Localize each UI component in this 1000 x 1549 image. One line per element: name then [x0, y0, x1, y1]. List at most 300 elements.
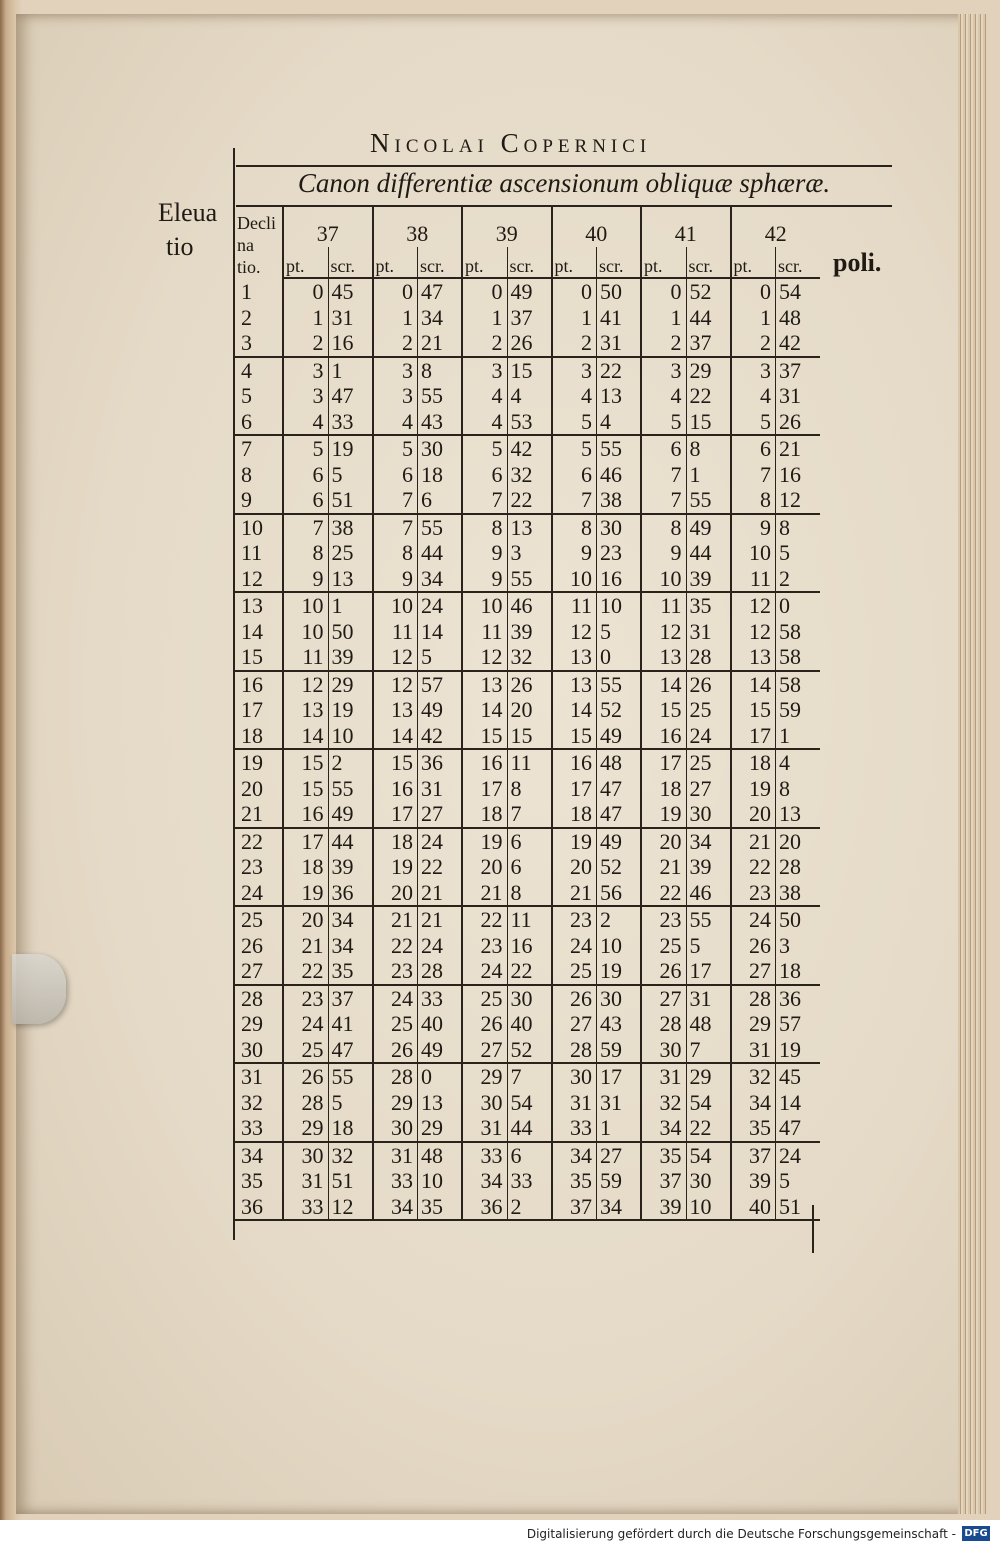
degrees-cell: 30 [641, 1037, 686, 1064]
degrees-cell: 4 [283, 409, 328, 436]
declination-cell: 33 [235, 1115, 283, 1142]
degrees-cell: 10 [641, 566, 686, 593]
minutes-cell: 59 [597, 1037, 642, 1064]
degrees-cell: 9 [373, 566, 418, 593]
minutes-cell: 19 [328, 697, 373, 723]
declination-cell: 6 [235, 409, 283, 436]
degrees-cell: 8 [283, 540, 328, 566]
minutes-cell: 8 [776, 776, 821, 802]
minutes-cell: 2 [776, 566, 821, 593]
declination-cell: 34 [241, 1142, 263, 1168]
minutes-cell: 21 [418, 880, 463, 907]
minutes-cell: 54 [507, 1090, 552, 1116]
degrees-cell: 37 [552, 1194, 597, 1221]
minutes-cell: 6 [418, 487, 463, 514]
minutes-cell: 49 [597, 828, 642, 855]
declination-cell: 26 [241, 932, 263, 958]
declination-cell: 14 [241, 618, 263, 644]
minutes-cell: 39 [507, 619, 552, 645]
declination-cell: 23 [241, 854, 263, 879]
minutes-cell: 50 [328, 619, 373, 645]
degrees-cell: 12 [462, 644, 507, 671]
degrees-cell: 34 [731, 1090, 776, 1116]
degrees-cell: 15 [283, 776, 328, 802]
degrees-cell: 1 [641, 305, 686, 331]
declination-cell: 17 [241, 697, 263, 722]
elevation-header: 37 [283, 207, 373, 247]
degrees-cell: 26 [373, 1037, 418, 1064]
degrees-cell: 18 [462, 801, 507, 828]
declination-cell: 20 [241, 775, 263, 801]
minutes-cell: 26 [686, 671, 731, 698]
degrees-cell: 32 [731, 1063, 776, 1090]
table-row [235, 305, 820, 331]
minutes-cell: 19 [597, 958, 642, 985]
degrees-cell: 4 [731, 383, 776, 409]
degrees-cell: 19 [283, 880, 328, 907]
minutes-cell: 34 [328, 933, 373, 959]
minutes-cell: 15 [507, 357, 552, 384]
degrees-cell: 7 [283, 514, 328, 541]
minutes-cell: 27 [418, 801, 463, 828]
degrees-cell: 20 [552, 854, 597, 880]
minutes-cell: 5 [597, 619, 642, 645]
minutes-cell: 16 [597, 566, 642, 593]
minutes-cell: 55 [597, 435, 642, 462]
minutes-cell: 24 [418, 933, 463, 959]
minutes-cell: 22 [418, 854, 463, 880]
degrees-cell: 6 [552, 462, 597, 488]
degrees-cell: 16 [462, 749, 507, 776]
table-row [235, 330, 820, 357]
degrees-cell: 34 [641, 1115, 686, 1142]
minutes-cell: 34 [686, 828, 731, 855]
table-row [235, 723, 820, 750]
minutes-cell: 35 [328, 958, 373, 985]
degrees-cell: 31 [641, 1063, 686, 1090]
minutes-cell: 42 [418, 723, 463, 750]
minutes-cell: 47 [418, 278, 463, 305]
minutes-cell: 55 [686, 906, 731, 933]
minutes-cell: 39 [686, 566, 731, 593]
minutes-cell: 48 [776, 305, 821, 331]
degrees-cell: 4 [641, 383, 686, 409]
minutes-cell: 21 [776, 435, 821, 462]
degrees-cell: 9 [283, 566, 328, 593]
minutes-cell: 21 [418, 906, 463, 933]
minutes-cell: 1 [776, 723, 821, 750]
degrees-cell: 10 [373, 592, 418, 619]
elevation-header: 42 [731, 207, 821, 247]
degrees-cell: 28 [373, 1063, 418, 1090]
minutes-cell: 6 [507, 1142, 552, 1169]
degrees-cell: 29 [731, 1011, 776, 1037]
degrees-cell: 29 [373, 1090, 418, 1116]
degrees-cell: 21 [283, 933, 328, 959]
table-row [235, 462, 820, 488]
table-row [235, 801, 820, 828]
table-row [235, 383, 820, 409]
table-row [235, 540, 820, 566]
minutes-cell: 5 [328, 462, 373, 488]
degrees-cell: 9 [462, 566, 507, 593]
minutes-cell: 29 [328, 671, 373, 698]
minutes-cell: 22 [686, 1115, 731, 1142]
degrees-cell: 13 [283, 697, 328, 723]
declination-cell: 13 [241, 593, 263, 618]
degrees-cell: 26 [731, 933, 776, 959]
minutes-cell: 8 [418, 357, 463, 384]
minutes-cell: 34 [418, 566, 463, 593]
table-row [235, 592, 820, 619]
degrees-cell: 6 [731, 435, 776, 462]
minutes-cell: 36 [776, 985, 821, 1012]
scr-header: scr. [507, 247, 552, 278]
minutes-cell: 54 [776, 278, 821, 305]
minutes-cell: 14 [776, 1090, 821, 1116]
minutes-cell: 30 [507, 985, 552, 1012]
degrees-cell: 22 [462, 906, 507, 933]
table-row [235, 854, 820, 880]
minutes-cell: 54 [686, 1090, 731, 1116]
degrees-cell: 1 [552, 305, 597, 331]
minutes-cell: 47 [328, 1037, 373, 1064]
degrees-cell: 28 [552, 1037, 597, 1064]
degrees-cell: 5 [462, 435, 507, 462]
minutes-cell: 44 [686, 305, 731, 331]
minutes-cell: 15 [507, 723, 552, 750]
degrees-cell: 3 [283, 383, 328, 409]
minutes-cell: 37 [686, 330, 731, 357]
minutes-cell: 24 [418, 828, 463, 855]
degrees-cell: 3 [373, 383, 418, 409]
degrees-cell: 15 [552, 723, 597, 750]
declination-cell: 9 [235, 487, 283, 514]
minutes-cell: 49 [418, 1037, 463, 1064]
minutes-cell: 13 [507, 514, 552, 541]
minutes-cell: 26 [507, 330, 552, 357]
minutes-cell: 4 [597, 409, 642, 436]
minutes-cell: 44 [328, 828, 373, 855]
minutes-cell: 51 [328, 1168, 373, 1194]
degrees-cell: 39 [731, 1168, 776, 1194]
degrees-cell: 7 [373, 514, 418, 541]
degrees-cell: 14 [731, 671, 776, 698]
minutes-cell: 6 [507, 828, 552, 855]
minutes-cell: 5 [776, 1168, 821, 1194]
degrees-cell: 15 [283, 749, 328, 776]
canon-table [235, 207, 820, 1221]
degrees-cell: 15 [373, 749, 418, 776]
degrees-cell: 9 [552, 540, 597, 566]
minutes-cell: 49 [418, 697, 463, 723]
table-row [235, 644, 820, 671]
minutes-cell: 56 [597, 880, 642, 907]
degrees-cell: 8 [373, 540, 418, 566]
minutes-cell: 24 [686, 723, 731, 750]
degrees-cell: 1 [462, 305, 507, 331]
minutes-cell: 12 [328, 1194, 373, 1221]
degrees-cell: 27 [552, 1011, 597, 1037]
minutes-cell: 10 [418, 1168, 463, 1194]
degrees-cell: 19 [731, 776, 776, 802]
minutes-cell: 31 [597, 1090, 642, 1116]
minutes-cell: 41 [328, 1011, 373, 1037]
minutes-cell: 31 [328, 305, 373, 331]
minutes-cell: 22 [597, 357, 642, 384]
degrees-cell: 15 [462, 723, 507, 750]
declination-cell: 4 [241, 357, 252, 383]
minutes-cell: 55 [418, 383, 463, 409]
degrees-cell: 27 [731, 958, 776, 985]
degrees-cell: 23 [462, 933, 507, 959]
minutes-cell: 39 [686, 854, 731, 880]
degrees-cell: 9 [731, 514, 776, 541]
degrees-cell: 8 [462, 514, 507, 541]
minutes-cell: 1 [328, 357, 373, 384]
degrees-cell: 13 [552, 671, 597, 698]
degrees-cell: 9 [462, 540, 507, 566]
minutes-cell: 13 [776, 801, 821, 828]
degrees-cell: 33 [373, 1168, 418, 1194]
declination-cell: 22 [241, 828, 263, 854]
degrees-cell: 26 [641, 958, 686, 985]
minutes-cell: 16 [507, 933, 552, 959]
declination-cell: 16 [241, 671, 263, 697]
degrees-cell: 18 [552, 801, 597, 828]
degrees-cell: 2 [283, 330, 328, 357]
minutes-cell: 1 [597, 1115, 642, 1142]
minutes-cell: 5 [686, 933, 731, 959]
minutes-cell: 52 [597, 854, 642, 880]
minutes-cell: 28 [418, 958, 463, 985]
minutes-cell: 22 [507, 958, 552, 985]
minutes-cell: 47 [328, 383, 373, 409]
declination-cell: 36 [235, 1194, 283, 1221]
minutes-cell: 4 [776, 749, 821, 776]
degrees-cell: 0 [731, 278, 776, 305]
table-row [235, 1037, 820, 1064]
minutes-cell: 32 [507, 462, 552, 488]
minutes-cell: 45 [328, 278, 373, 305]
pt-header: pt. [462, 247, 507, 278]
degrees-cell: 23 [283, 985, 328, 1012]
minutes-cell: 1 [328, 592, 373, 619]
degrees-cell: 6 [283, 487, 328, 514]
minutes-cell: 44 [507, 1115, 552, 1142]
degrees-cell: 14 [552, 697, 597, 723]
minutes-cell: 59 [776, 697, 821, 723]
degrees-cell: 16 [283, 801, 328, 828]
minutes-cell: 3 [776, 933, 821, 959]
table-row [235, 619, 820, 645]
elevation-header: 38 [373, 207, 463, 247]
degrees-cell: 15 [731, 697, 776, 723]
degrees-cell: 18 [373, 828, 418, 855]
degrees-cell: 34 [462, 1168, 507, 1194]
degrees-cell: 6 [373, 462, 418, 488]
degrees-cell: 3 [462, 357, 507, 384]
minutes-cell: 31 [686, 619, 731, 645]
declination-cell: 32 [241, 1089, 263, 1115]
minutes-cell: 13 [597, 383, 642, 409]
minutes-cell: 0 [597, 644, 642, 671]
degrees-cell: 10 [552, 566, 597, 593]
declination-cell: 8 [241, 461, 252, 487]
minutes-cell: 54 [686, 1142, 731, 1169]
degrees-cell: 1 [731, 305, 776, 331]
degrees-cell: 22 [641, 880, 686, 907]
degrees-cell: 33 [552, 1115, 597, 1142]
degrees-cell: 4 [462, 409, 507, 436]
minutes-cell: 50 [597, 278, 642, 305]
minutes-cell: 38 [328, 514, 373, 541]
degrees-cell: 25 [462, 985, 507, 1012]
table-row [235, 880, 820, 907]
minutes-cell: 43 [597, 1011, 642, 1037]
minutes-cell: 19 [776, 1037, 821, 1064]
degrees-cell: 22 [731, 854, 776, 880]
degrees-cell: 3 [373, 357, 418, 384]
degrees-cell: 29 [283, 1115, 328, 1142]
minutes-cell: 27 [686, 776, 731, 802]
degrees-cell: 2 [641, 330, 686, 357]
dfg-logo: DFG [962, 1526, 990, 1541]
declination-cell: 3 [235, 330, 283, 357]
degrees-cell: 12 [283, 671, 328, 698]
degrees-cell: 40 [731, 1194, 776, 1221]
degrees-cell: 21 [373, 906, 418, 933]
degrees-cell: 18 [731, 749, 776, 776]
degrees-cell: 1 [283, 305, 328, 331]
minutes-cell: 2 [597, 906, 642, 933]
declination-cell: 29 [241, 1011, 263, 1036]
table-row [235, 514, 820, 541]
minutes-cell: 42 [507, 435, 552, 462]
degrees-cell: 12 [731, 619, 776, 645]
degrees-cell: 17 [731, 723, 776, 750]
degrees-cell: 20 [373, 880, 418, 907]
declination-cell: 24 [235, 880, 283, 907]
minutes-cell: 31 [686, 985, 731, 1012]
minutes-cell: 52 [686, 278, 731, 305]
degrees-cell: 29 [462, 1063, 507, 1090]
minutes-cell: 24 [776, 1142, 821, 1169]
minutes-cell: 3 [507, 540, 552, 566]
minutes-cell: 42 [776, 330, 821, 357]
minutes-cell: 47 [597, 776, 642, 802]
minutes-cell: 30 [418, 435, 463, 462]
minutes-cell: 38 [597, 487, 642, 514]
table-row [235, 1194, 820, 1221]
minutes-cell: 39 [328, 644, 373, 671]
pt-header: pt. [731, 247, 776, 278]
minutes-cell: 37 [328, 985, 373, 1012]
degrees-cell: 25 [552, 958, 597, 985]
minutes-cell: 36 [328, 880, 373, 907]
table-row [235, 828, 820, 855]
degrees-cell: 4 [462, 383, 507, 409]
minutes-cell: 25 [686, 749, 731, 776]
table-row [235, 1063, 820, 1090]
minutes-cell: 8 [507, 776, 552, 802]
minutes-cell: 8 [776, 514, 821, 541]
degrees-cell: 18 [283, 854, 328, 880]
degrees-cell: 7 [373, 487, 418, 514]
degrees-cell: 24 [552, 933, 597, 959]
declination-header-line1: Decli [237, 213, 276, 233]
minutes-cell: 52 [597, 697, 642, 723]
degrees-cell: 3 [641, 357, 686, 384]
degrees-cell: 31 [462, 1115, 507, 1142]
declination-cell: 21 [235, 801, 283, 828]
degrees-cell: 0 [641, 278, 686, 305]
degrees-cell: 27 [462, 1037, 507, 1064]
degrees-cell: 23 [373, 958, 418, 985]
minutes-cell: 40 [418, 1011, 463, 1037]
minutes-cell: 31 [776, 383, 821, 409]
degrees-cell: 14 [373, 723, 418, 750]
degrees-cell: 17 [552, 776, 597, 802]
degrees-cell: 2 [373, 330, 418, 357]
side-label-left-line1: Eleua [158, 198, 218, 227]
minutes-cell: 18 [328, 1115, 373, 1142]
minutes-cell: 6 [507, 854, 552, 880]
degrees-cell: 7 [641, 487, 686, 514]
degrees-cell: 35 [731, 1115, 776, 1142]
degrees-cell: 26 [462, 1011, 507, 1037]
degrees-cell: 10 [731, 540, 776, 566]
declination-cell: 18 [235, 723, 283, 750]
minutes-cell: 58 [776, 644, 821, 671]
minutes-cell: 51 [328, 487, 373, 514]
degrees-cell: 0 [552, 278, 597, 305]
degrees-cell: 7 [462, 487, 507, 514]
declination-cell: 27 [235, 958, 283, 985]
minutes-cell: 59 [597, 1168, 642, 1194]
minutes-cell: 36 [418, 749, 463, 776]
degrees-cell: 5 [552, 409, 597, 436]
degrees-cell: 10 [283, 592, 328, 619]
minutes-cell: 51 [776, 1194, 821, 1221]
degrees-cell: 0 [283, 278, 328, 305]
minutes-cell: 20 [776, 828, 821, 855]
degrees-cell: 13 [731, 644, 776, 671]
degrees-cell: 16 [641, 723, 686, 750]
minutes-cell: 26 [776, 409, 821, 436]
minutes-cell: 49 [328, 801, 373, 828]
table-row [235, 278, 820, 305]
minutes-cell: 23 [597, 540, 642, 566]
degrees-cell: 19 [552, 828, 597, 855]
minutes-cell: 41 [597, 305, 642, 331]
declination-cell: 12 [235, 566, 283, 593]
minutes-cell: 55 [418, 514, 463, 541]
degrees-cell: 11 [731, 566, 776, 593]
minutes-cell: 48 [686, 1011, 731, 1037]
minutes-cell: 55 [328, 1063, 373, 1090]
table-row [235, 933, 820, 959]
table-row [235, 776, 820, 802]
degrees-cell: 33 [462, 1142, 507, 1169]
degrees-cell: 39 [641, 1194, 686, 1221]
degrees-cell: 32 [641, 1090, 686, 1116]
minutes-cell: 33 [418, 985, 463, 1012]
degrees-cell: 30 [552, 1063, 597, 1090]
minutes-cell: 8 [507, 880, 552, 907]
degrees-cell: 6 [641, 435, 686, 462]
degrees-cell: 26 [283, 1063, 328, 1090]
